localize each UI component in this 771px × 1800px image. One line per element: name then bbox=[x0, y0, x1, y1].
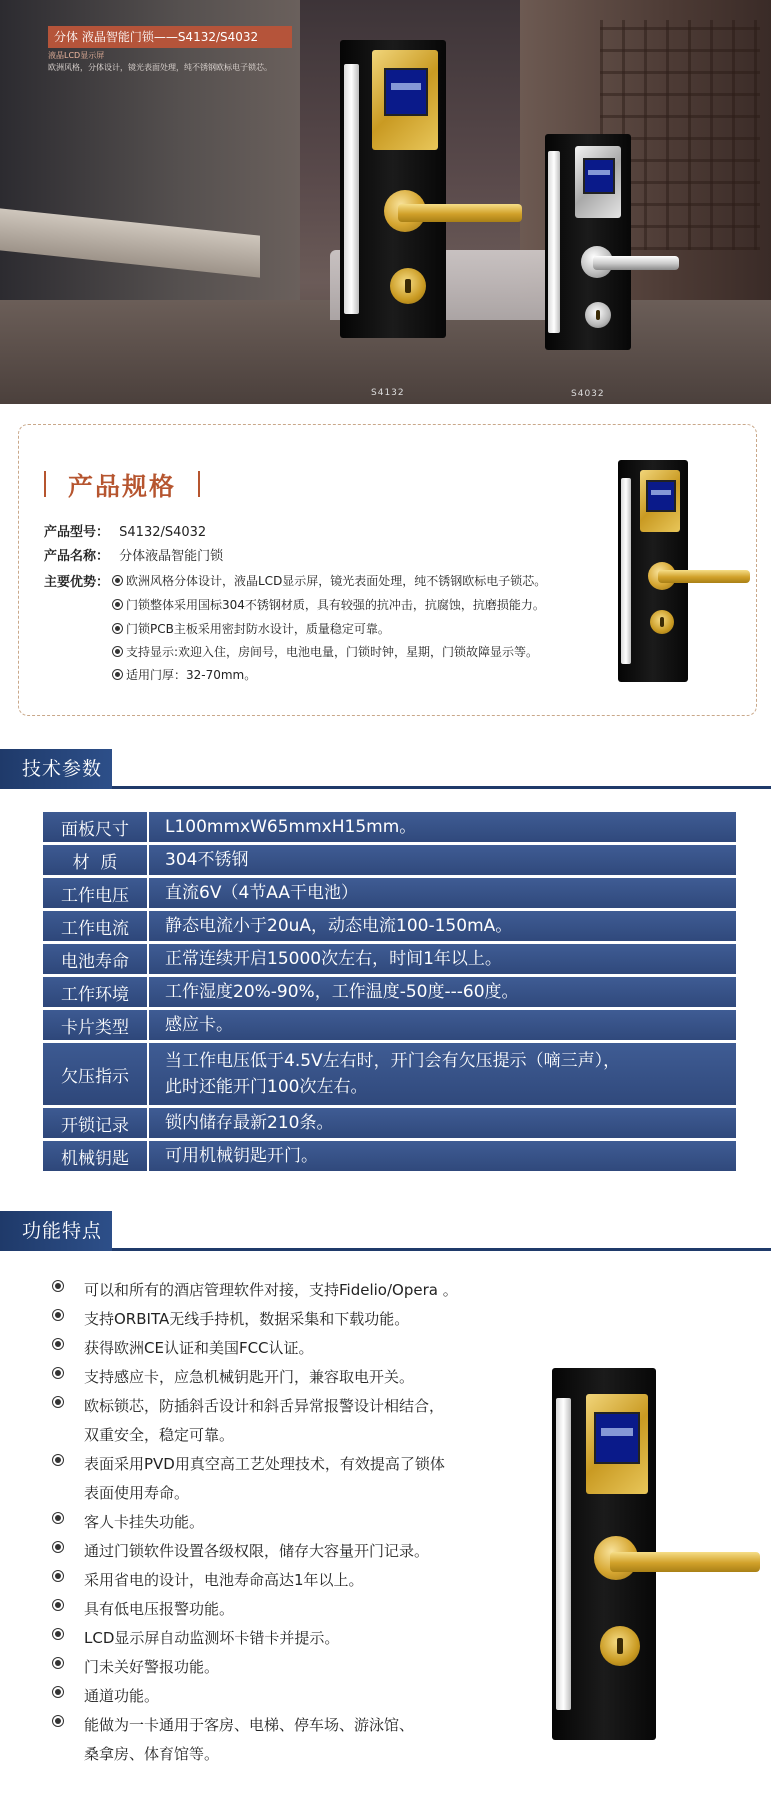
spec-advantage-item: 门锁PCB主板采用密封防水设计，质量稳定可靠。 bbox=[112, 620, 390, 637]
params-heading: 技术参数 bbox=[0, 749, 112, 789]
lock-image-features bbox=[552, 1368, 656, 1740]
table-row: 机械钥匙 可用机械钥匙开门。 bbox=[43, 1141, 736, 1171]
hero-description: 欧洲风格，分体设计，镜光表面处理，纯不锈钢欧标电子锁芯。 bbox=[48, 63, 272, 72]
spec-name-row: 产品名称： 分体液晶智能门锁 bbox=[44, 549, 224, 564]
model-label-s4132: S4132 bbox=[371, 388, 405, 398]
features-heading: 功能特点 bbox=[0, 1211, 112, 1251]
spec-advantage-item: 欧洲风格分体设计，液晶LCD显示屏，镜光表面处理，纯不锈钢欧标电子锁芯。 bbox=[112, 572, 546, 589]
lock-image-s4132 bbox=[340, 40, 446, 338]
spec-advantage-item: 适用门厚：32-70mm。 bbox=[112, 666, 256, 683]
table-row: 工作电压 直流6V（4节AA干电池） bbox=[43, 878, 736, 908]
table-row: 工作电流 静态电流小于20uA，动态电流100-150mA。 bbox=[43, 911, 736, 941]
lock-image-s4032 bbox=[545, 134, 631, 350]
hero-banner bbox=[0, 0, 771, 404]
model-label-s4032: S4032 bbox=[571, 389, 605, 399]
table-row: 卡片类型 感应卡。 bbox=[43, 1010, 736, 1040]
features-section-header bbox=[0, 1211, 771, 1251]
lock-image-spec bbox=[618, 460, 688, 682]
table-row: 电池寿命 正常连续开启15000次左右，时间1年以上。 bbox=[43, 944, 736, 974]
spec-advantage-item: 门锁整体采用国标304不锈钢材质，具有较强的抗冲击，抗腐蚀，抗磨损能力。 bbox=[112, 596, 545, 613]
params-section-header bbox=[0, 749, 771, 789]
table-row: 工作环境 工作湿度20%-90%，工作温度-50度---60度。 bbox=[43, 977, 736, 1007]
hero-subtitle: 液晶LCD显示屏 bbox=[48, 51, 105, 60]
spec-advantage-label: 主要优势： bbox=[44, 575, 110, 590]
table-row: 开锁记录 锁内储存最新210条。 bbox=[43, 1108, 736, 1138]
spec-heading: 产品规格 bbox=[44, 467, 176, 503]
table-row: 面板尺寸 L100mmxW65mmxH15mm。 bbox=[43, 812, 736, 842]
hero-title: 分体 液晶智能门锁——S4132/S4032 bbox=[48, 26, 292, 48]
table-row: 欠压指示 当工作电压低于4.5V左右时，开门会有欠压提示（嘀三声）， 此时还能开门100次左右。 bbox=[43, 1043, 736, 1105]
spec-model-row: 产品型号： S4132/S4032 bbox=[44, 525, 207, 540]
table-row: 材 质 304不锈钢 bbox=[43, 845, 736, 875]
spec-advantage-item: 支持显示:欢迎入住，房间号，电池电量，门锁时钟，星期，门锁故障显示等。 bbox=[112, 643, 538, 660]
